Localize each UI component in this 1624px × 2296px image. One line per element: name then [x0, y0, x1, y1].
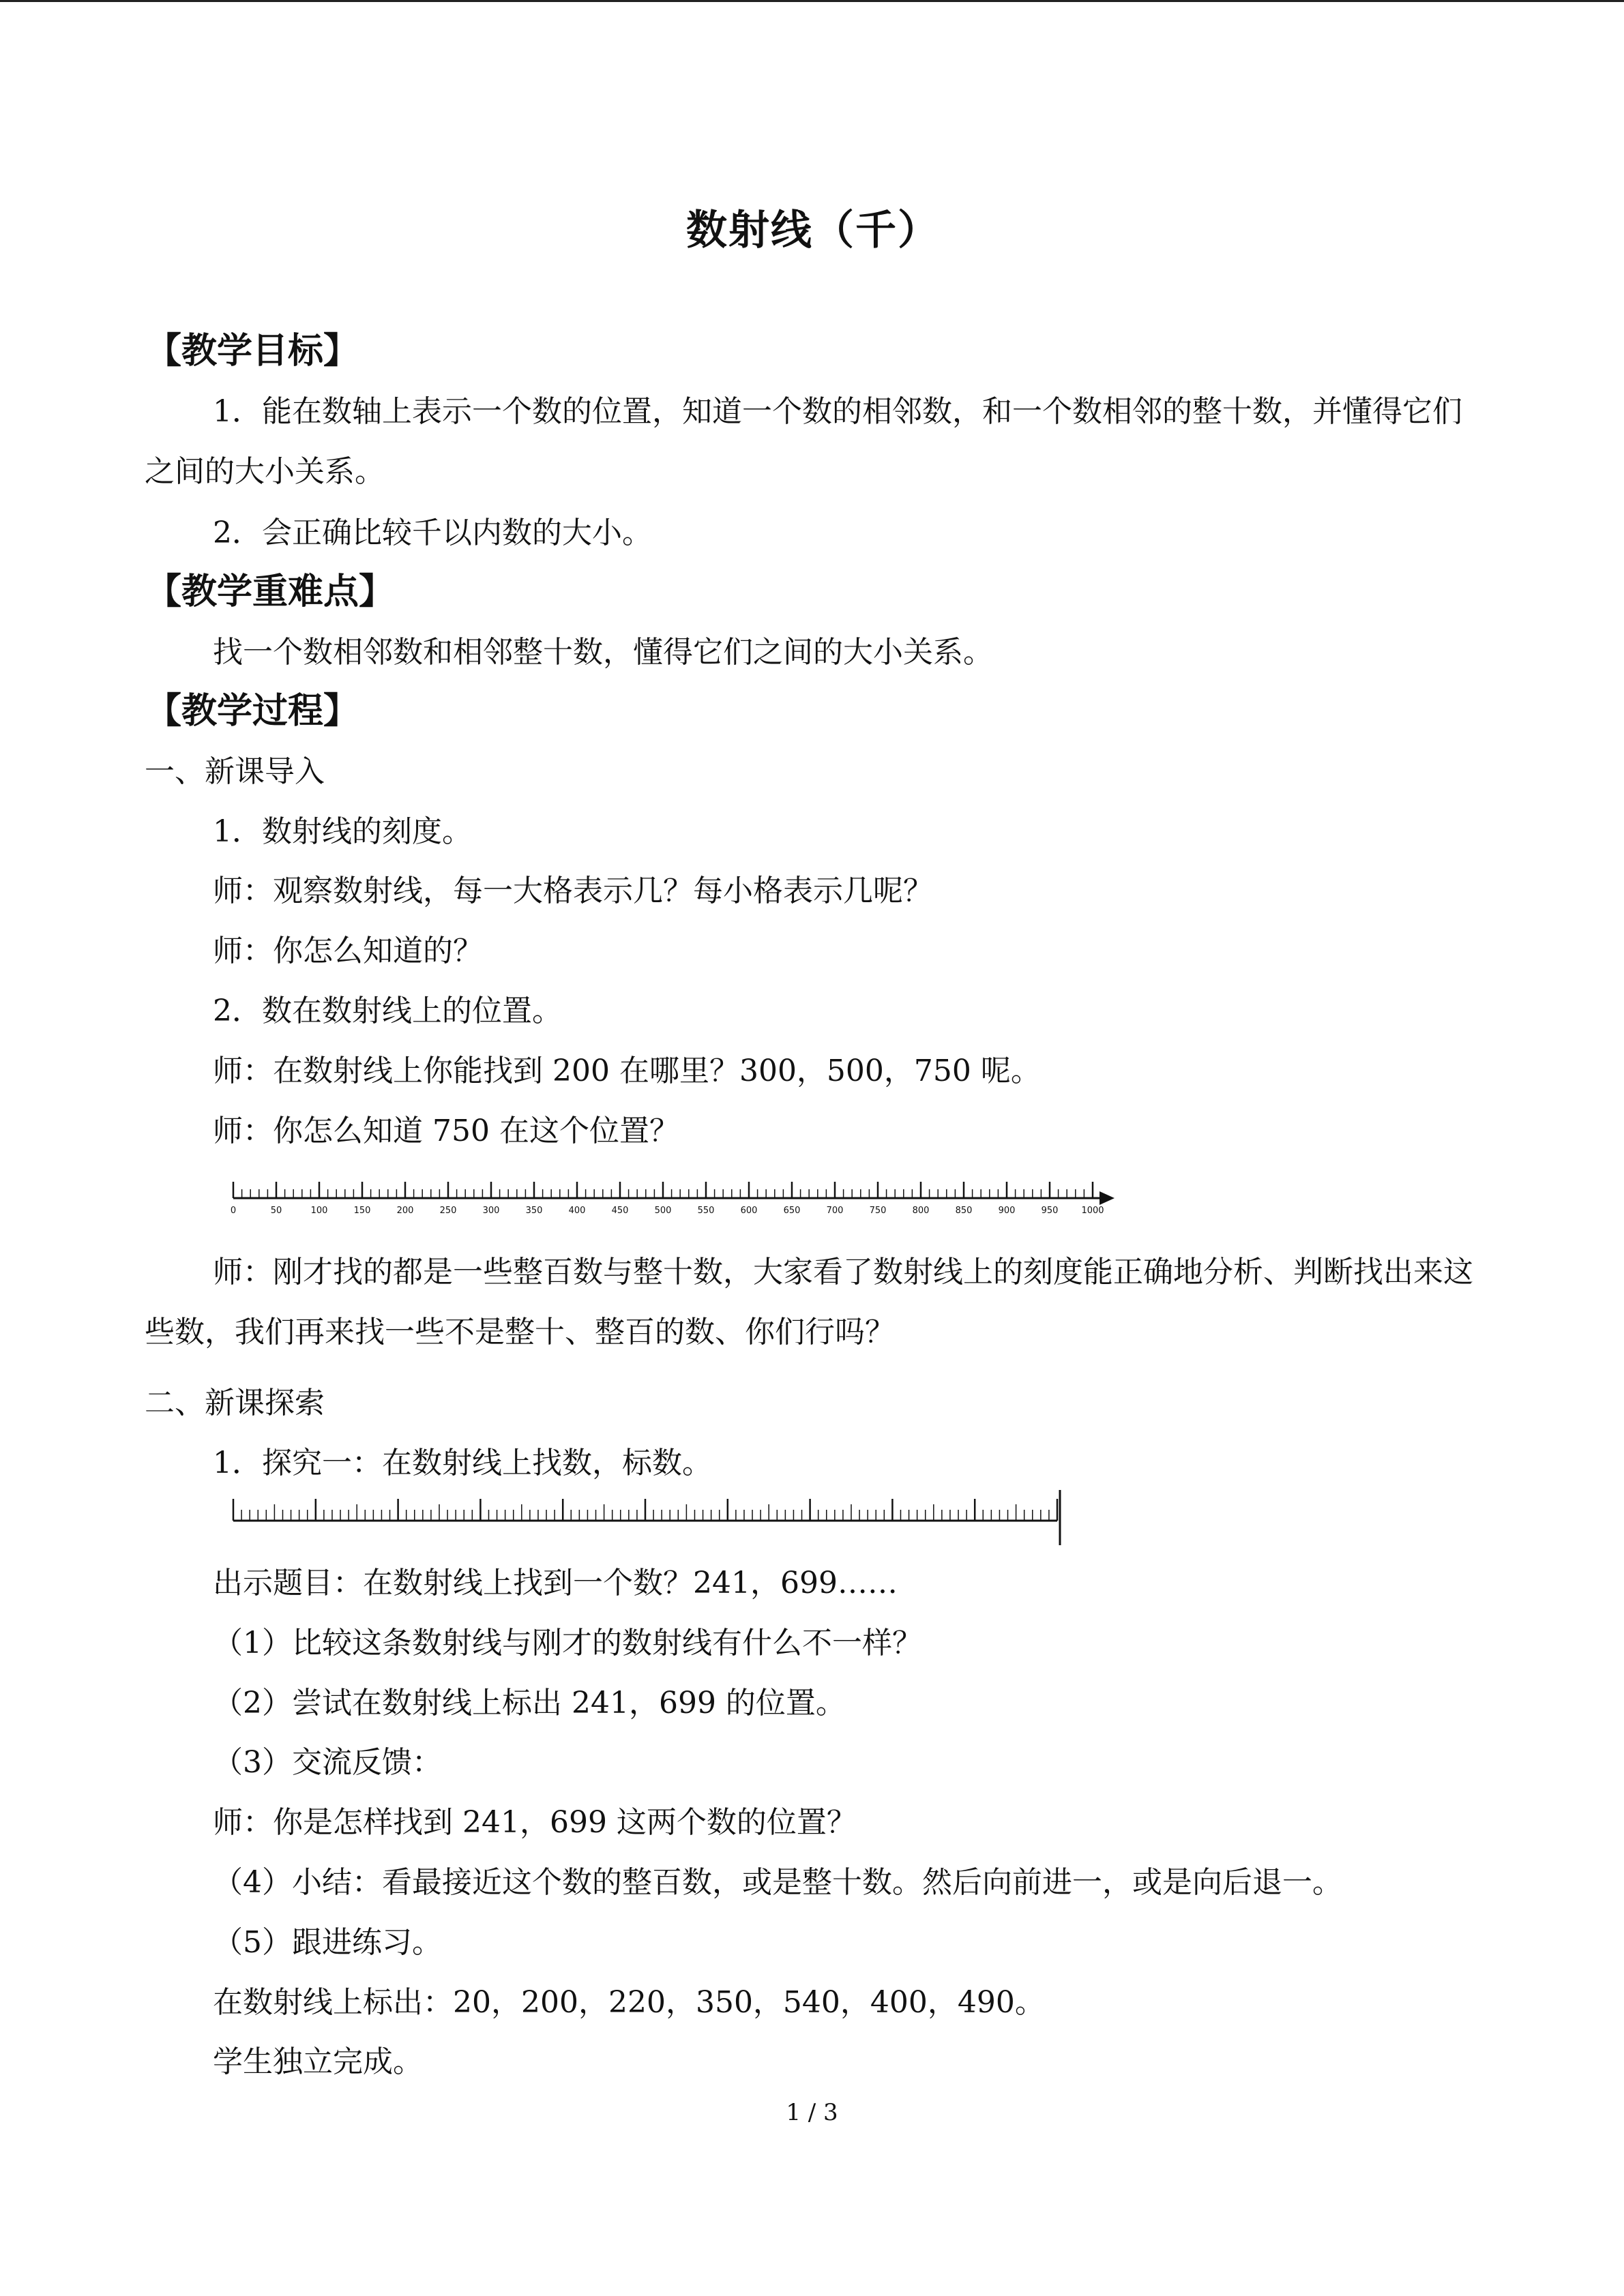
ray-tick-label: 250 — [439, 1206, 457, 1216]
page-number: 1 / 3 — [786, 2099, 838, 2126]
ray-tick-label: 100 — [310, 1206, 328, 1216]
part1-line: 1．数射线的刻度。 — [213, 814, 472, 849]
objectives-heading: 【教学目标】 — [146, 331, 359, 372]
part2-line: 在数射线上标出：20，200，220，350，540，400，490。 — [213, 1985, 1045, 2020]
ray-tick-label: 1000 — [1081, 1206, 1104, 1216]
ray-tick-label: 950 — [1041, 1206, 1059, 1216]
part2-line: 学生独立完成。 — [213, 2044, 423, 2079]
ray-tick-label: 800 — [912, 1206, 930, 1216]
part2-line: （2）尝试在数射线上标出 241，699 的位置。 — [213, 1686, 846, 1720]
ray-tick-label: 300 — [482, 1206, 500, 1216]
part1-line: 2．数在数射线上的位置。 — [213, 994, 562, 1028]
ray-tick-label: 750 — [869, 1206, 887, 1216]
ray-arrow-icon — [1099, 1191, 1114, 1205]
ray-tick-label: 200 — [396, 1206, 414, 1216]
part1-after-ruler: 师：刚才找的都是一些整百数与整十数，大家看了数射线上的刻度能正确地分析、判断找出来这些数，我们再来找一些不是整十、整百的数、你们行吗？ — [145, 1255, 1473, 1350]
ray-tick-label: 500 — [654, 1206, 672, 1216]
ray-tick-label: 400 — [568, 1206, 586, 1216]
part1-line: 师：在数射线上你能找到 200 在哪里？300，500，750 呢。 — [213, 1054, 1041, 1088]
part2-title: 二、新课探索 — [145, 1386, 325, 1420]
ray-tick-label: 0 — [230, 1206, 237, 1216]
process-heading: 【教学过程】 — [146, 691, 359, 732]
part2-line: （4）小结：看最接近这个数的整百数，或是整十数。然后向前进一，或是向后退一。 — [213, 1865, 1342, 1900]
part1-line: 师：你怎么知道的？ — [213, 934, 483, 968]
ray-tick-label: 600 — [740, 1206, 758, 1216]
part2-line: 师：你是怎样找到 241，699 这两个数的位置？ — [213, 1805, 857, 1840]
part2-line: （5）跟进练习。 — [213, 1925, 442, 1960]
part1-line: 师：你怎么知道 750 在这个位置？ — [213, 1114, 679, 1148]
ray-tick-label: 850 — [955, 1206, 973, 1216]
ray-tick-label: 550 — [697, 1206, 715, 1216]
part2-line: （3）交流反馈： — [213, 1745, 442, 1780]
part2-line: （1）比较这条数射线与刚才的数射线有什么不一样？ — [213, 1626, 922, 1660]
number-ray-blank — [225, 1487, 1084, 1549]
ray-tick-label: 450 — [611, 1206, 629, 1216]
ray-tick-label: 350 — [525, 1206, 543, 1216]
key-points-text: 找一个数相邻数和相邻整十数，懂得它们之间的大小关系。 — [213, 635, 993, 670]
top-border — [0, 0, 1624, 2]
ray-tick-label: 650 — [783, 1206, 801, 1216]
part1-title: 一、新课导入 — [145, 754, 325, 789]
ray-tick-label: 150 — [353, 1206, 371, 1216]
ray-tick-label: 900 — [998, 1206, 1016, 1216]
key-points-heading: 【教学重难点】 — [146, 571, 395, 612]
objectives-item-1: 1．能在数轴上表示一个数的位置，知道一个数的相邻数，和一个数相邻的整十数，并懂得它们之间的大小关系。 — [145, 394, 1462, 489]
document-title: 数射线（千） — [686, 207, 940, 254]
part2-line: 出示题目：在数射线上找到一个数？241，699…… — [213, 1566, 898, 1600]
part2-line: 1．探究一：在数射线上找数，标数。 — [213, 1446, 712, 1480]
ray-tick-label: 700 — [826, 1206, 844, 1216]
objectives-item-2: 2．会正确比较千以内数的大小。 — [213, 516, 652, 550]
ray-tick-label: 50 — [270, 1206, 282, 1216]
number-ray-thousand — [226, 1169, 1127, 1217]
part1-line: 师：观察数射线，每一大格表示几？每小格表示几呢？ — [213, 874, 933, 908]
